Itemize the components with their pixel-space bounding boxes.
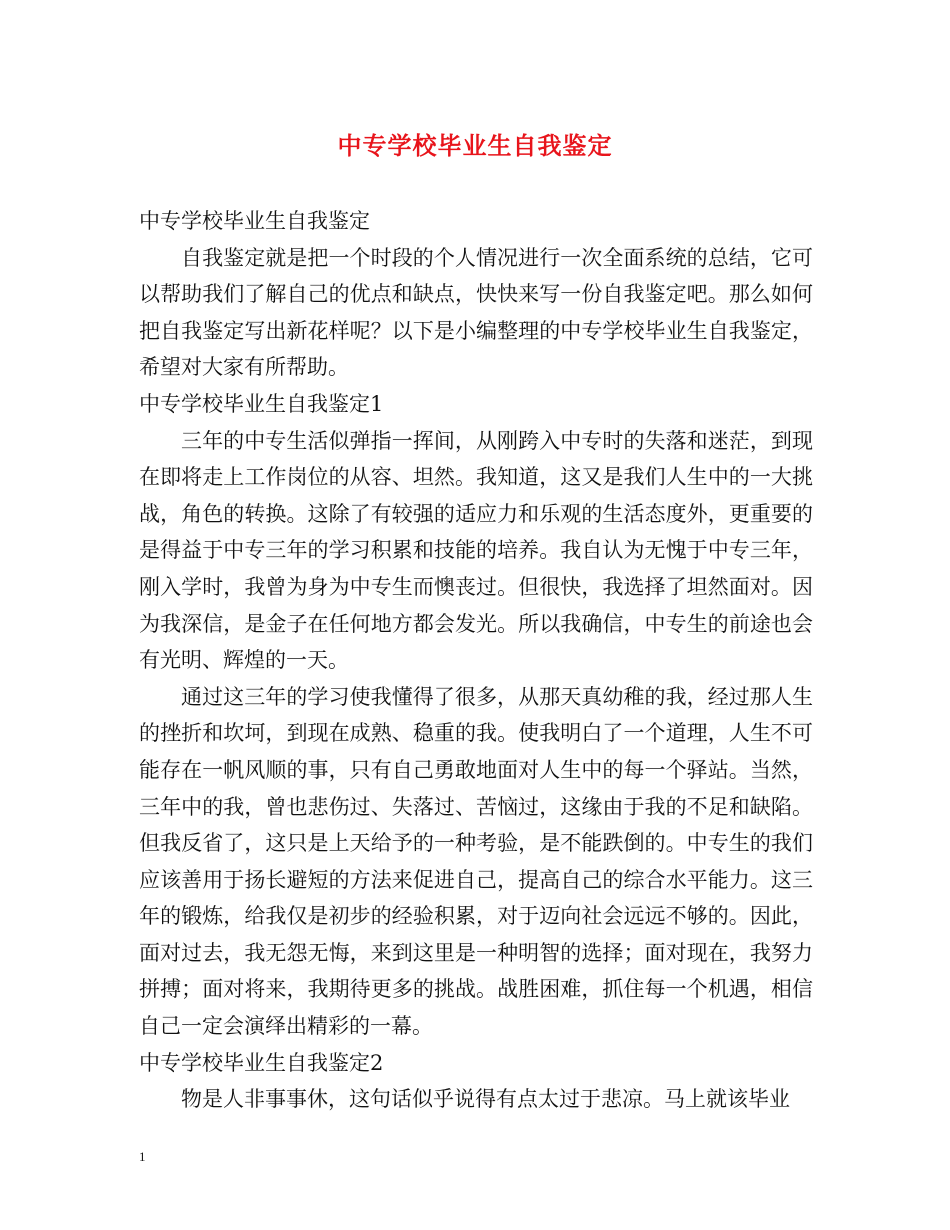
document-body bbox=[139, 203, 813, 1118]
body-paragraph: 自我鉴定就是把一个时段的个人情况进行一次全面系统的总结，它可以帮助我们了解自己的优点和缺点，快快来写一份自我鉴定吧。那么如何把自我鉴定写出新花样呢？以下是小编整理的中专学校毕业生自我鉴定，希望对大家有所帮助。 bbox=[139, 245, 813, 380]
document-title: 中专学校毕业生自我鉴定 bbox=[337, 131, 613, 160]
section-heading: 中专学校毕业生自我鉴定 bbox=[139, 209, 370, 233]
body-paragraph: 通过这三年的学习使我懂得了很多，从那天真幼稚的我，经过那人生的挫折和坎坷，到现在成熟、稳重的我。使我明白了一个道理，人生不可能存在一帆风顺的事，只有自己勇敢地面对人生中的每一个驿站。当然，三年中的我，曾也悲伤过、失落过、苦恼过，这缘由于我的不足和缺陷。但我反省了，这只是上天给予的一种考验，是不能跌倒的。中专生的我们应该善用于扬长避短的方法来促进自己，提高自己的综合水平能力。这三年的锻炼，给我仅是初步的经验积累，对于迈向社会远远不够的。因此，面对过去，我无怨无悔，来到这里是一种明智的选择；面对现在，我努力拼搏；面对将来，我期待更多的挑战。战胜困难，抓住每一个机遇，相信自己一定会演绎出精彩的一幕。 bbox=[139, 684, 813, 1039]
section-heading: 中专学校毕业生自我鉴定1 bbox=[139, 391, 384, 416]
page-number: 1 bbox=[139, 1149, 146, 1164]
body-paragraph: 三年的中专生活似弹指一挥间，从刚跨入中专时的失落和迷茫，到现在即将走上工作岗位的从容、坦然。我知道，这又是我们人生中的一大挑战，角色的转换。这除了有较强的适应力和乐观的生活态度外，更重要的是得益于中专三年的学习积累和技能的培养。我自认为无愧于中专三年，刚入学时，我曾为身为中专生而懊丧过。但很快，我选择了坦然面对。因为我深信，是金子在任何地方都会发光。所以我确信，中专生的前途也会有光明、辉煌的一天。 bbox=[139, 428, 813, 673]
body-paragraph: 物是人非事事休，这句话似乎说得有点太过于悲凉。马上就该毕业 bbox=[181, 1087, 790, 1112]
section-heading: 中专学校毕业生自我鉴定2 bbox=[139, 1050, 384, 1075]
